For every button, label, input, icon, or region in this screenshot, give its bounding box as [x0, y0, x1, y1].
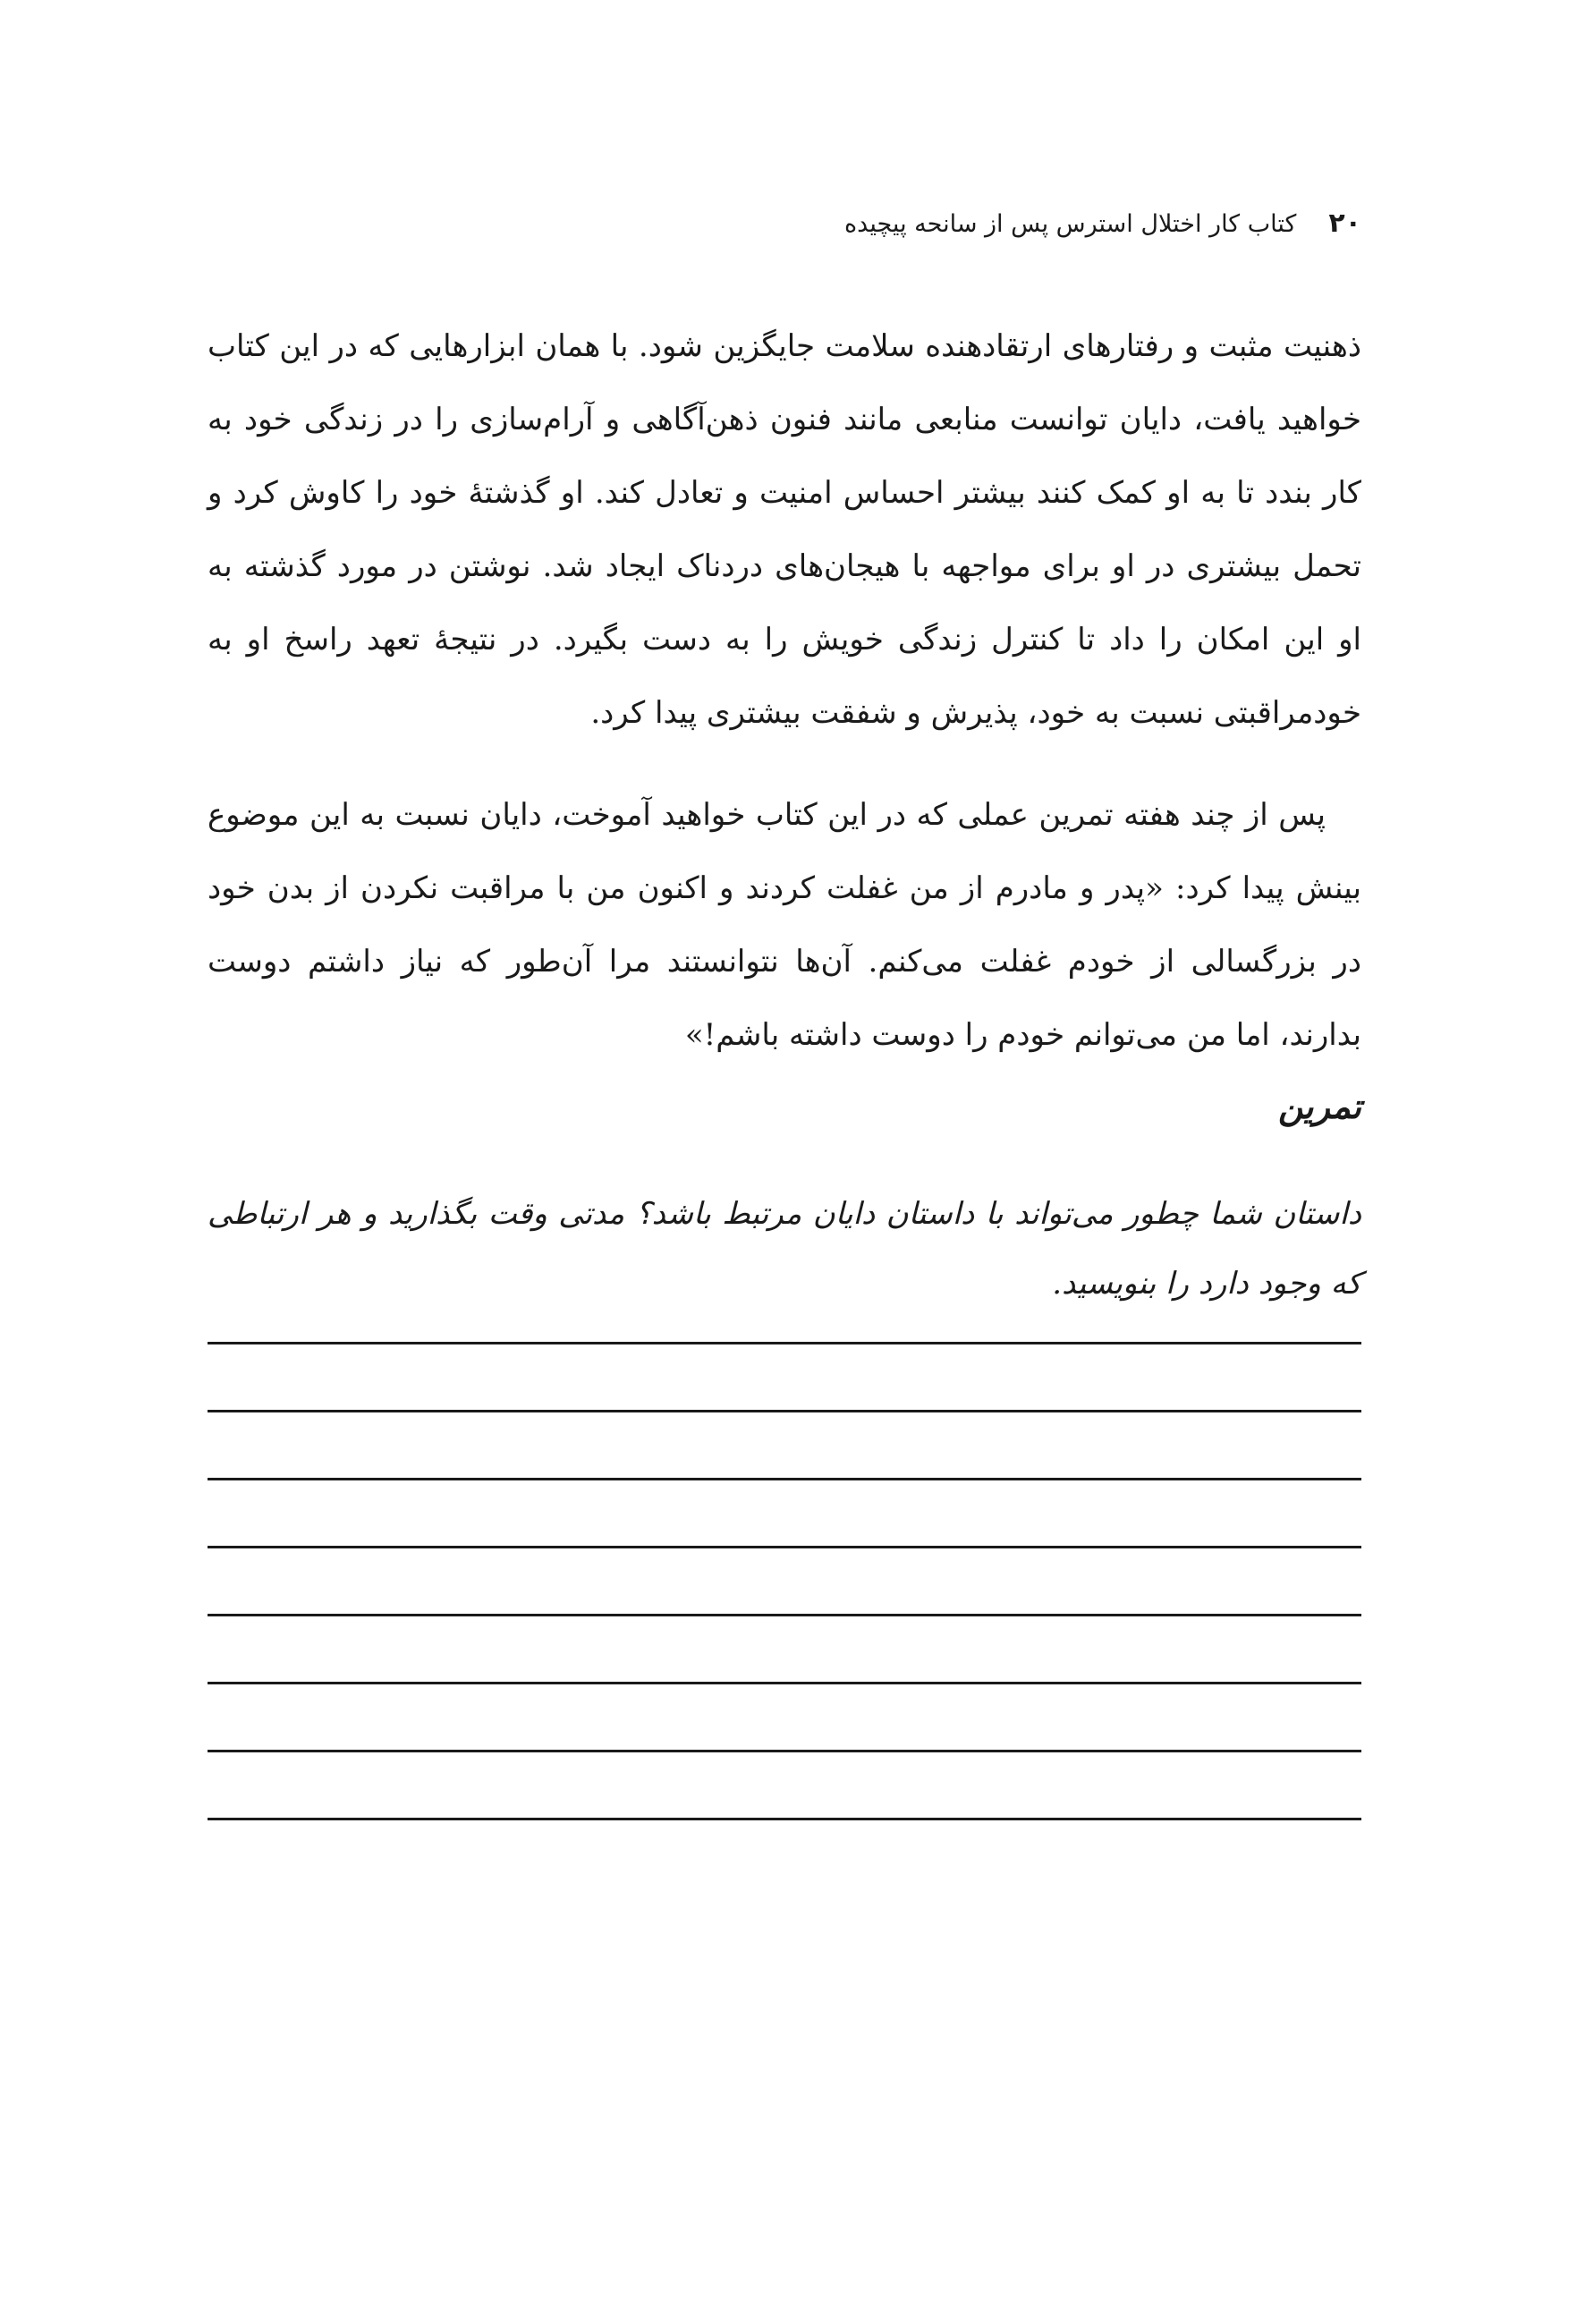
- answer-line[interactable]: [208, 1342, 1361, 1344]
- body-paragraph: ذهنیت مثبت و رفتارهای ارتقادهنده سلامت جایگزین شود. با همان ابزارهایی که در این کتاب خواهید یافت، دایان توانست منابعی مانند فنون ذهن‌آگاهی و آرام‌سازی را در زندگی خود به کار بندد تا به او کمک کنند بیشتر احساس امنیت و تعادل کند. او گذشتهٔ خود را کاوش کرد و تحمل بیشتری در او برای مواجهه با هیجان‌های دردناک ایجاد شد. نوشتن در مورد گذشته به او این امکان را داد تا کنترل زندگی خویش را به دست بگیرد. در نتیجهٔ تعهد راسخ او به خودمراقبتی نسبت به خود، پذیرش و شفقت بیشتری پیدا کرد.: [208, 328, 1361, 731]
- book-title: کتاب کار اختلال استرس پس از سانحه پیچیده: [844, 210, 1297, 238]
- answer-line[interactable]: [208, 1614, 1361, 1616]
- answer-line[interactable]: [208, 1818, 1361, 1820]
- running-header: [844, 208, 1361, 239]
- answer-line[interactable]: [208, 1750, 1361, 1752]
- exercise-heading: تمرین: [1277, 1087, 1361, 1126]
- answer-line[interactable]: [208, 1410, 1361, 1412]
- exercise-prompt: داستان شما چطور می‌تواند با داستان دایان مرتبط باشد؟ مدتی وقت بگذارید و هر ارتباطی که وجود دارد را بنویسید.: [208, 1196, 1361, 1302]
- answer-line[interactable]: [208, 1682, 1361, 1684]
- page-number: ۲۰: [1328, 208, 1361, 239]
- answer-line[interactable]: [208, 1546, 1361, 1548]
- answer-line[interactable]: [208, 1478, 1361, 1480]
- body-paragraph: پس از چند هفته تمرین عملی که در این کتاب خواهید آموخت، دایان نسبت به این موضوع بینش پیدا کرد: «پدر و مادرم از من غفلت کردند و اکنون من با مراقبت نکردن از بدن خود در بزرگسالی از خودم غفلت می‌کنم. آن‌ها نتوانستند مرا آن‌طور که نیاز داشتم دوست بدارند، اما من می‌توانم خودم را دوست داشته باشم!»: [208, 797, 1361, 1053]
